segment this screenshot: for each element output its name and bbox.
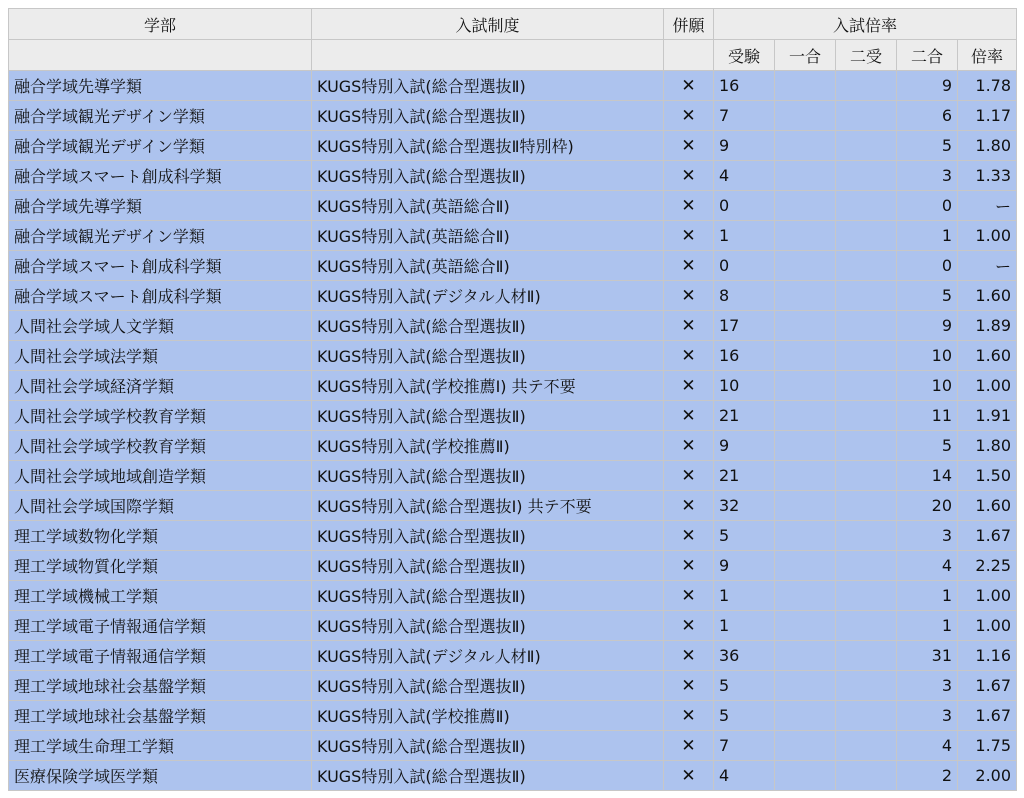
second-taken-cell (836, 551, 897, 581)
first-pass-cell (775, 761, 836, 791)
system-cell: KUGS特別入試(総合型選抜Ⅱ) (312, 311, 664, 341)
first-pass-cell (775, 551, 836, 581)
second-pass-cell: 1 (897, 611, 958, 641)
second-pass-cell: 20 (897, 491, 958, 521)
joint-mark: ✕ (664, 161, 714, 191)
first-pass-cell (775, 221, 836, 251)
table-row (9, 641, 1017, 671)
header-second-taken: 二受 (836, 40, 897, 71)
table-row (9, 431, 1017, 461)
results-table-container (8, 8, 1017, 791)
first-pass-cell (775, 401, 836, 431)
second-taken-cell (836, 71, 897, 101)
table-row (9, 101, 1017, 131)
ratio-cell: 1.50 (958, 461, 1017, 491)
table-row (9, 461, 1017, 491)
header-row-sub (9, 40, 1017, 71)
joint-mark: ✕ (664, 401, 714, 431)
table-row (9, 401, 1017, 431)
header-system: 入試制度 (312, 9, 664, 40)
header-second-pass: 二合 (897, 40, 958, 71)
joint-mark: ✕ (664, 671, 714, 701)
ratio-cell: 1.80 (958, 431, 1017, 461)
table-body (9, 71, 1017, 791)
second-pass-cell: 4 (897, 551, 958, 581)
second-pass-cell: 1 (897, 581, 958, 611)
header-row-top (9, 9, 1017, 40)
second-taken-cell (836, 131, 897, 161)
ratio-cell: ー (958, 251, 1017, 281)
joint-mark: ✕ (664, 761, 714, 791)
system-cell: KUGS特別入試(総合型選抜Ⅱ) (312, 401, 664, 431)
system-cell: KUGS特別入試(学校推薦Ⅱ) (312, 701, 664, 731)
table-row (9, 551, 1017, 581)
table-row (9, 581, 1017, 611)
applicants-cell: 0 (714, 251, 775, 281)
second-pass-cell: 1 (897, 221, 958, 251)
second-pass-cell: 11 (897, 401, 958, 431)
applicants-cell: 5 (714, 701, 775, 731)
second-pass-cell: 9 (897, 311, 958, 341)
table-row (9, 281, 1017, 311)
ratio-cell: 1.89 (958, 311, 1017, 341)
faculty-cell: 融合学域スマート創成科学類 (9, 161, 312, 191)
applicants-cell: 8 (714, 281, 775, 311)
second-taken-cell (836, 401, 897, 431)
system-cell: KUGS特別入試(総合型選抜Ⅱ) (312, 611, 664, 641)
second-pass-cell: 3 (897, 671, 958, 701)
faculty-cell: 融合学域先導学類 (9, 71, 312, 101)
system-cell: KUGS特別入試(英語総合Ⅱ) (312, 251, 664, 281)
table-row (9, 251, 1017, 281)
header-ratio: 倍率 (958, 40, 1017, 71)
table-row (9, 521, 1017, 551)
joint-mark: ✕ (664, 731, 714, 761)
header-ratio-group: 入試倍率 (714, 9, 1017, 40)
joint-mark: ✕ (664, 191, 714, 221)
ratio-cell: 1.00 (958, 221, 1017, 251)
applicants-cell: 10 (714, 371, 775, 401)
table-row (9, 371, 1017, 401)
joint-mark: ✕ (664, 341, 714, 371)
table-header (9, 9, 1017, 71)
table-row (9, 221, 1017, 251)
second-pass-cell: 2 (897, 761, 958, 791)
joint-mark: ✕ (664, 311, 714, 341)
system-cell: KUGS特別入試(英語総合Ⅱ) (312, 191, 664, 221)
faculty-cell: 医療保険学域医学類 (9, 761, 312, 791)
first-pass-cell (775, 431, 836, 461)
second-taken-cell (836, 101, 897, 131)
second-pass-cell: 4 (897, 731, 958, 761)
applicants-cell: 5 (714, 521, 775, 551)
system-cell: KUGS特別入試(総合型選抜Ⅱ) (312, 551, 664, 581)
joint-mark: ✕ (664, 101, 714, 131)
first-pass-cell (775, 461, 836, 491)
applicants-cell: 9 (714, 131, 775, 161)
system-cell: KUGS特別入試(学校推薦Ⅰ) 共テ不要 (312, 371, 664, 401)
second-pass-cell: 3 (897, 521, 958, 551)
faculty-cell: 人間社会学域学校教育学類 (9, 401, 312, 431)
joint-mark: ✕ (664, 611, 714, 641)
table-row (9, 341, 1017, 371)
faculty-cell: 人間社会学域人文学類 (9, 311, 312, 341)
applicants-cell: 21 (714, 401, 775, 431)
second-pass-cell: 14 (897, 461, 958, 491)
system-cell: KUGS特別入試(総合型選抜Ⅱ) (312, 761, 664, 791)
ratio-cell: 1.00 (958, 611, 1017, 641)
header-joint: 併願 (664, 9, 714, 40)
second-taken-cell (836, 461, 897, 491)
applicants-cell: 36 (714, 641, 775, 671)
applicants-cell: 4 (714, 761, 775, 791)
system-cell: KUGS特別入試(総合型選抜Ⅱ特別枠) (312, 131, 664, 161)
system-cell: KUGS特別入試(総合型選抜Ⅱ) (312, 521, 664, 551)
second-taken-cell (836, 221, 897, 251)
ratio-cell: 1.67 (958, 701, 1017, 731)
ratio-cell: 1.16 (958, 641, 1017, 671)
faculty-cell: 人間社会学域学校教育学類 (9, 431, 312, 461)
second-taken-cell (836, 191, 897, 221)
first-pass-cell (775, 311, 836, 341)
second-taken-cell (836, 161, 897, 191)
ratio-cell: 1.67 (958, 671, 1017, 701)
system-cell: KUGS特別入試(学校推薦Ⅱ) (312, 431, 664, 461)
first-pass-cell (775, 731, 836, 761)
table-row (9, 191, 1017, 221)
applicants-cell: 1 (714, 221, 775, 251)
header-joint-blank (664, 40, 714, 71)
applicants-cell: 16 (714, 341, 775, 371)
faculty-cell: 融合学域観光デザイン学類 (9, 221, 312, 251)
faculty-cell: 融合学域観光デザイン学類 (9, 101, 312, 131)
joint-mark: ✕ (664, 701, 714, 731)
faculty-cell: 人間社会学域地域創造学類 (9, 461, 312, 491)
table-row (9, 701, 1017, 731)
ratio-cell: ー (958, 191, 1017, 221)
faculty-cell: 人間社会学域国際学類 (9, 491, 312, 521)
faculty-cell: 理工学域電子情報通信学類 (9, 641, 312, 671)
applicants-cell: 21 (714, 461, 775, 491)
second-taken-cell (836, 761, 897, 791)
faculty-cell: 融合学域先導学類 (9, 191, 312, 221)
second-taken-cell (836, 641, 897, 671)
ratio-cell: 1.75 (958, 731, 1017, 761)
first-pass-cell (775, 611, 836, 641)
joint-mark: ✕ (664, 371, 714, 401)
faculty-cell: 理工学域生命理工学類 (9, 731, 312, 761)
joint-mark: ✕ (664, 461, 714, 491)
second-pass-cell: 6 (897, 101, 958, 131)
faculty-cell: 融合学域観光デザイン学類 (9, 131, 312, 161)
first-pass-cell (775, 491, 836, 521)
first-pass-cell (775, 641, 836, 671)
joint-mark: ✕ (664, 71, 714, 101)
applicants-cell: 17 (714, 311, 775, 341)
applicants-cell: 9 (714, 551, 775, 581)
table-row (9, 761, 1017, 791)
table-row (9, 131, 1017, 161)
faculty-cell: 人間社会学域経済学類 (9, 371, 312, 401)
second-pass-cell: 10 (897, 341, 958, 371)
joint-mark: ✕ (664, 521, 714, 551)
system-cell: KUGS特別入試(デジタル人材Ⅱ) (312, 641, 664, 671)
joint-mark: ✕ (664, 431, 714, 461)
ratio-cell: 1.91 (958, 401, 1017, 431)
first-pass-cell (775, 521, 836, 551)
second-taken-cell (836, 281, 897, 311)
ratio-cell: 1.17 (958, 101, 1017, 131)
faculty-cell: 理工学域地球社会基盤学類 (9, 671, 312, 701)
second-pass-cell: 0 (897, 251, 958, 281)
applicants-cell: 1 (714, 611, 775, 641)
first-pass-cell (775, 671, 836, 701)
faculty-cell: 理工学域数物化学類 (9, 521, 312, 551)
joint-mark: ✕ (664, 551, 714, 581)
second-taken-cell (836, 671, 897, 701)
applicants-cell: 1 (714, 581, 775, 611)
table-row (9, 611, 1017, 641)
first-pass-cell (775, 701, 836, 731)
applicants-cell: 9 (714, 431, 775, 461)
system-cell: KUGS特別入試(総合型選抜Ⅱ) (312, 161, 664, 191)
table-row (9, 731, 1017, 761)
first-pass-cell (775, 191, 836, 221)
header-faculty-blank (9, 40, 312, 71)
system-cell: KUGS特別入試(総合型選抜Ⅱ) (312, 671, 664, 701)
applicants-cell: 7 (714, 101, 775, 131)
ratio-cell: 1.78 (958, 71, 1017, 101)
system-cell: KUGS特別入試(総合型選抜Ⅱ) (312, 461, 664, 491)
table-row (9, 491, 1017, 521)
ratio-cell: 1.60 (958, 491, 1017, 521)
table-row (9, 161, 1017, 191)
second-pass-cell: 5 (897, 131, 958, 161)
first-pass-cell (775, 251, 836, 281)
second-pass-cell: 0 (897, 191, 958, 221)
second-pass-cell: 5 (897, 281, 958, 311)
first-pass-cell (775, 341, 836, 371)
faculty-cell: 融合学域スマート創成科学類 (9, 251, 312, 281)
ratio-cell: 1.00 (958, 371, 1017, 401)
system-cell: KUGS特別入試(総合型選抜Ⅱ) (312, 341, 664, 371)
faculty-cell: 融合学域スマート創成科学類 (9, 281, 312, 311)
joint-mark: ✕ (664, 131, 714, 161)
second-pass-cell: 31 (897, 641, 958, 671)
second-taken-cell (836, 521, 897, 551)
second-taken-cell (836, 341, 897, 371)
header-system-blank (312, 40, 664, 71)
applicants-cell: 0 (714, 191, 775, 221)
joint-mark: ✕ (664, 491, 714, 521)
table-row (9, 671, 1017, 701)
ratio-cell: 1.80 (958, 131, 1017, 161)
first-pass-cell (775, 371, 836, 401)
joint-mark: ✕ (664, 641, 714, 671)
applicants-cell: 4 (714, 161, 775, 191)
second-taken-cell (836, 431, 897, 461)
faculty-cell: 理工学域電子情報通信学類 (9, 611, 312, 641)
header-first-pass: 一合 (775, 40, 836, 71)
system-cell: KUGS特別入試(総合型選抜Ⅱ) (312, 581, 664, 611)
second-pass-cell: 5 (897, 431, 958, 461)
header-faculty: 学部 (9, 9, 312, 40)
second-taken-cell (836, 611, 897, 641)
ratio-cell: 1.60 (958, 341, 1017, 371)
ratio-cell: 1.33 (958, 161, 1017, 191)
admission-results-table (8, 8, 1017, 791)
ratio-cell: 1.00 (958, 581, 1017, 611)
system-cell: KUGS特別入試(総合型選抜Ⅰ) 共テ不要 (312, 491, 664, 521)
second-pass-cell: 10 (897, 371, 958, 401)
system-cell: KUGS特別入試(デジタル人材Ⅱ) (312, 281, 664, 311)
table-row (9, 71, 1017, 101)
first-pass-cell (775, 281, 836, 311)
first-pass-cell (775, 71, 836, 101)
second-taken-cell (836, 371, 897, 401)
system-cell: KUGS特別入試(英語総合Ⅱ) (312, 221, 664, 251)
joint-mark: ✕ (664, 221, 714, 251)
ratio-cell: 2.00 (958, 761, 1017, 791)
system-cell: KUGS特別入試(総合型選抜Ⅱ) (312, 101, 664, 131)
first-pass-cell (775, 131, 836, 161)
faculty-cell: 理工学域物質化学類 (9, 551, 312, 581)
second-pass-cell: 3 (897, 161, 958, 191)
second-taken-cell (836, 701, 897, 731)
header-applicants: 受験 (714, 40, 775, 71)
second-taken-cell (836, 311, 897, 341)
first-pass-cell (775, 101, 836, 131)
joint-mark: ✕ (664, 281, 714, 311)
applicants-cell: 7 (714, 731, 775, 761)
applicants-cell: 5 (714, 671, 775, 701)
second-pass-cell: 9 (897, 71, 958, 101)
ratio-cell: 2.25 (958, 551, 1017, 581)
applicants-cell: 32 (714, 491, 775, 521)
faculty-cell: 理工学域地球社会基盤学類 (9, 701, 312, 731)
joint-mark: ✕ (664, 251, 714, 281)
table-row (9, 311, 1017, 341)
applicants-cell: 16 (714, 71, 775, 101)
joint-mark: ✕ (664, 581, 714, 611)
second-taken-cell (836, 491, 897, 521)
second-pass-cell: 3 (897, 701, 958, 731)
second-taken-cell (836, 731, 897, 761)
second-taken-cell (836, 251, 897, 281)
system-cell: KUGS特別入試(総合型選抜Ⅱ) (312, 71, 664, 101)
ratio-cell: 1.67 (958, 521, 1017, 551)
second-taken-cell (836, 581, 897, 611)
faculty-cell: 人間社会学域法学類 (9, 341, 312, 371)
ratio-cell: 1.60 (958, 281, 1017, 311)
faculty-cell: 理工学域機械工学類 (9, 581, 312, 611)
first-pass-cell (775, 581, 836, 611)
system-cell: KUGS特別入試(総合型選抜Ⅱ) (312, 731, 664, 761)
first-pass-cell (775, 161, 836, 191)
